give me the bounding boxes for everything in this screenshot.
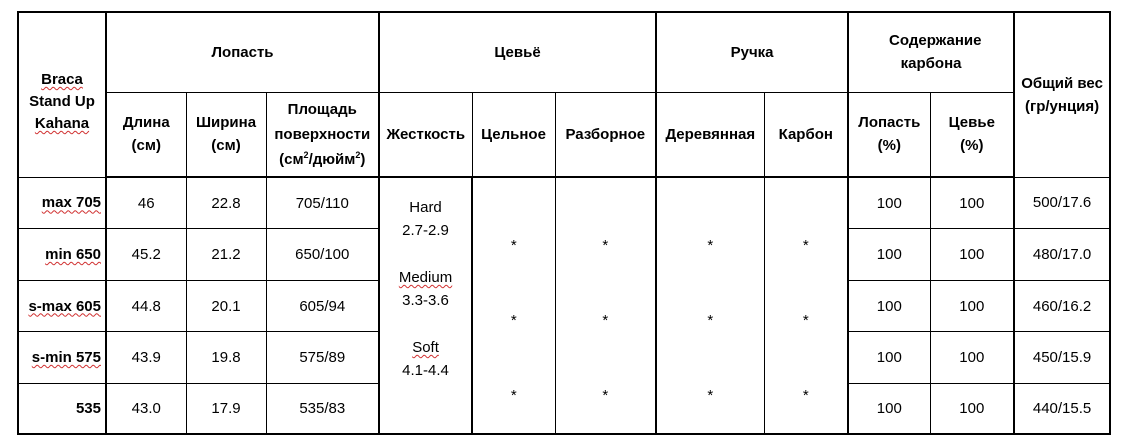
table-cell-blade-carbon: 100 bbox=[848, 280, 930, 332]
table-row-model: min 650 bbox=[18, 229, 106, 281]
table-cell-weight: 460/16.2 bbox=[1014, 280, 1110, 332]
table-cell-area: 650/100 bbox=[266, 229, 379, 281]
table-row-model: max 705 bbox=[18, 177, 106, 229]
table-cell-area: 575/89 bbox=[266, 332, 379, 384]
star-mark: * bbox=[802, 312, 809, 329]
star-mark: * bbox=[602, 237, 609, 254]
table-cell-shaft-carbon: 100 bbox=[930, 280, 1014, 332]
carbon-group-header: Содержание карбона bbox=[848, 12, 1014, 92]
width-header: Ширина (см) bbox=[186, 92, 266, 177]
stiffness-medium: Medium 3.3-3.6 bbox=[398, 269, 453, 309]
star-mark: * bbox=[602, 387, 609, 404]
table-cell-length: 43.9 bbox=[106, 332, 186, 384]
table-cell-blade-carbon: 100 bbox=[848, 229, 930, 281]
table-cell-blade-carbon: 100 bbox=[848, 332, 930, 384]
table-cell-length: 46 bbox=[106, 177, 186, 229]
carbon-handle-column bbox=[764, 177, 848, 434]
table-cell-weight: 500/17.6 bbox=[1014, 177, 1110, 229]
wooden-handle-column bbox=[656, 177, 764, 434]
table-cell-area: 605/94 bbox=[266, 280, 379, 332]
table-cell-shaft-carbon: 100 bbox=[930, 332, 1014, 384]
blade-group-header: Лопасть bbox=[106, 12, 379, 92]
table-cell-width: 22.8 bbox=[186, 177, 266, 229]
solid-shaft-column bbox=[472, 177, 555, 434]
handle-group-header: Ручка bbox=[656, 12, 848, 92]
stiffness-levels bbox=[379, 177, 472, 434]
star-mark: * bbox=[510, 312, 517, 329]
star-mark: * bbox=[802, 387, 809, 404]
table-row-model: 535 bbox=[18, 383, 106, 434]
table-cell-blade-carbon: 100 bbox=[848, 177, 930, 229]
table-cell-width: 17.9 bbox=[186, 383, 266, 434]
stiffness-hard: Hard 2.7-2.9 bbox=[402, 199, 449, 239]
split-shaft-header: Разборное bbox=[555, 92, 656, 177]
length-header: Длина (см) bbox=[106, 92, 186, 177]
shaft-carbon-header: Цевье (%) bbox=[930, 92, 1014, 177]
wooden-handle-header: Деревянная bbox=[656, 92, 764, 177]
table-cell-length: 44.8 bbox=[106, 280, 186, 332]
table-row-model: s-min 575 bbox=[18, 332, 106, 384]
table-row-model: s-max 605 bbox=[18, 280, 106, 332]
star-mark: * bbox=[707, 387, 714, 404]
shaft-group-header: Цевьё bbox=[379, 12, 656, 92]
star-mark: * bbox=[802, 237, 809, 254]
star-mark: * bbox=[707, 312, 714, 329]
spec-table bbox=[17, 11, 1111, 435]
star-mark: * bbox=[602, 312, 609, 329]
stiffness-soft: Soft 4.1-4.4 bbox=[402, 339, 449, 379]
table-cell-weight: 480/17.0 bbox=[1014, 229, 1110, 281]
table-cell-width: 21.2 bbox=[186, 229, 266, 281]
carbon-handle-header: Карбон bbox=[764, 92, 848, 177]
split-shaft-column bbox=[555, 177, 656, 434]
table-cell-shaft-carbon: 100 bbox=[930, 229, 1014, 281]
solid-shaft-header: Цельное bbox=[472, 92, 555, 177]
table-cell-length: 45.2 bbox=[106, 229, 186, 281]
stiffness-header: Жесткость bbox=[379, 92, 472, 177]
model-header: Braca Stand Up Kahana bbox=[18, 12, 106, 177]
table-cell-shaft-carbon: 100 bbox=[930, 383, 1014, 434]
table-cell-blade-carbon: 100 bbox=[848, 383, 930, 434]
table-cell-area: 705/110 bbox=[266, 177, 379, 229]
star-mark: * bbox=[510, 237, 517, 254]
blade-carbon-header: Лопасть (%) bbox=[848, 92, 930, 177]
star-mark: * bbox=[707, 237, 714, 254]
area-header: Площадь поверхности $(см^2/дюйм^2)$ bbox=[266, 92, 379, 177]
table-cell-shaft-carbon: 100 bbox=[930, 177, 1014, 229]
star-mark: * bbox=[510, 387, 517, 404]
weight-header: Общий вес (гр/унция) bbox=[1014, 12, 1110, 177]
table-cell-weight: 440/15.5 bbox=[1014, 383, 1110, 434]
table-cell-area: 535/83 bbox=[266, 383, 379, 434]
table-cell-length: 43.0 bbox=[106, 383, 186, 434]
table-cell-weight: 450/15.9 bbox=[1014, 332, 1110, 384]
table-cell-width: 20.1 bbox=[186, 280, 266, 332]
table-cell-width: 19.8 bbox=[186, 332, 266, 384]
